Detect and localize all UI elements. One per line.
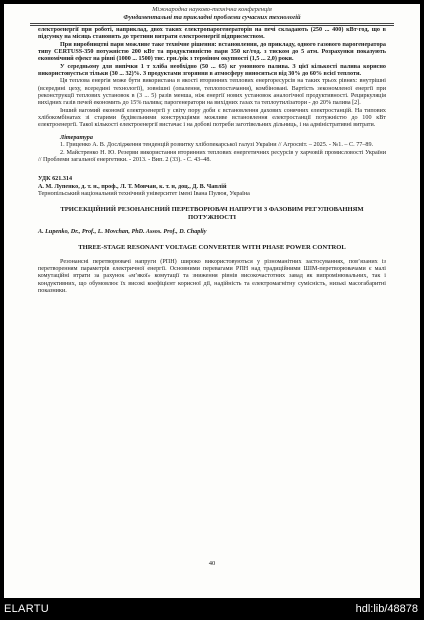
- paragraph-3: У середньому для випічки 1 т хліба необхідно (50 ... 65) кг умовного палива. З цієї кількості палива корисно використовується тільки (30 ... 32)%. З продуктами згоряння в атмосферу виноситься від 30% до 60% всієї теплоти.: [38, 63, 386, 78]
- header-rule: [30, 23, 394, 26]
- reference-1: 1. Гриценко А. В. Дослідження тенденцій розвитку хлібопекарської галузі України // Агросвіт. – 2025. - №1. – С. 77–89.: [60, 142, 374, 149]
- handle-label: hdl:lib/48878: [355, 603, 418, 615]
- repository-label: ELARTU: [4, 603, 49, 615]
- document-page: [4, 4, 420, 598]
- page-content: [38, 27, 386, 295]
- paragraph-5: Інший вагомий економії електроенергії у світу пору доби є встановлення дахових сонячних електростанцій. На типових хлібокомбінатах зі старими будівельними конструкціями можливе встановлення електростанції потужністю до 100 кВт електроенергії. Такої кількості електроенергії вистачає і на добові потреби заготівельних дільниць, і на адміністративні витрати.: [38, 107, 386, 129]
- conference-topic: Фундаментальні та прикладні проблеми сучасних технологій: [123, 13, 301, 21]
- article-title-en: THREE-STAGE RESONANT VOLTAGE CONVERTER WITH PHASE POWER CONTROL: [78, 243, 346, 251]
- paragraph-4: Ця теплова енергія може бути використана в якості вторинних теплових енергоресурсів на таких трьох рівнях: внутрішні (всередині цеху, всередині технології), зовнішні (опалення, теплопостачання), комбіновані. Вартість зекономленої енергії при реконструкції теплових установок в (3 ... 5) разів менша, ніж енергії нових установок аналогічної продуктивності. Рециркуляція вихідних газів печей економить до 15% палива; парогенератори на вихідних газах та теплоутилізатори - до 20% палива [2].: [38, 78, 386, 107]
- udk-code: УДК 621.314: [38, 176, 73, 183]
- article-title: ТРИСЕКЦІЙНИЙ РЕЗОНАНСНИЙ ПЕРЕТВОРЮВАЧ НАПРУГИ З ФАЗОВИМ РЕГУЛЮВАННЯМ ПОТУЖНОСТІ: [60, 206, 364, 222]
- page-number: 40: [208, 560, 216, 567]
- paragraph-1: електроенергії при роботі, наприклад, двох таких електропарогенераторів на печі складають (250 ... 400) кВт·год, що в підсумку на місяць становить до третини витрати електроенергії підприємством.: [38, 27, 386, 41]
- article-affiliation: Тернопільський національний технічний університет імені Івана Пулюя, Україна: [38, 190, 250, 197]
- reference-2: 2. Майстренко Н. Ю. Резерви використання вторинних теплових енергетичних ресурсів у харчовій промисловості України // Проблеми загальної енергетики. - 2013. - Вип. 2 (33). - С. 43–48.: [38, 149, 386, 163]
- paragraph-2: При виробництві пари можливе таке технічне рішення: встановлення, до прикладу, одного газового парогенератора типу CERTUSS-350 потужністю 200 кВт та продуктивністю пари 350 кг/год. з тиском до 5 атм. Розрахунки показують економічний ефект на рівні (1000 ... 1500) тис. грн./рік з терміном окупності (1,5 ... 2,0) роки.: [38, 41, 386, 63]
- article-abstract: Резонансні перетворювачі напруги (РПН) широко використовуються у різноманітних застосуваннях, пов’язаних із перетворенням параметрів електричної енергії. Основними перевагами РПН над традиційними ШІМ-перетворювачами є малі комутаційні втрати за рахунок «м’якої» комутації та зниження рівнів високочастотних завад як випромінювальних, так і кондуктивних, що обумовлює їх високі коефіцієнт корисної дії, надійність та електромагнітну сумісність, низькі масогабаритні показники.: [38, 258, 386, 294]
- conference-name: Міжнародна науково-технічна конференція: [152, 6, 272, 13]
- references-heading: Література: [60, 134, 93, 141]
- article-authors: А. М. Лупенко, д. т. н., проф., Л. Т. Мовчан, к. т. н, доц., Д. В. Чаплій: [38, 183, 227, 190]
- running-header: [30, 6, 394, 21]
- viewer-footer: [0, 598, 424, 620]
- article-authors-en: A. Lupenko, Dr., Prof., L. Movchan, PhD. Assos. Prof., D. Chapliy: [38, 229, 207, 236]
